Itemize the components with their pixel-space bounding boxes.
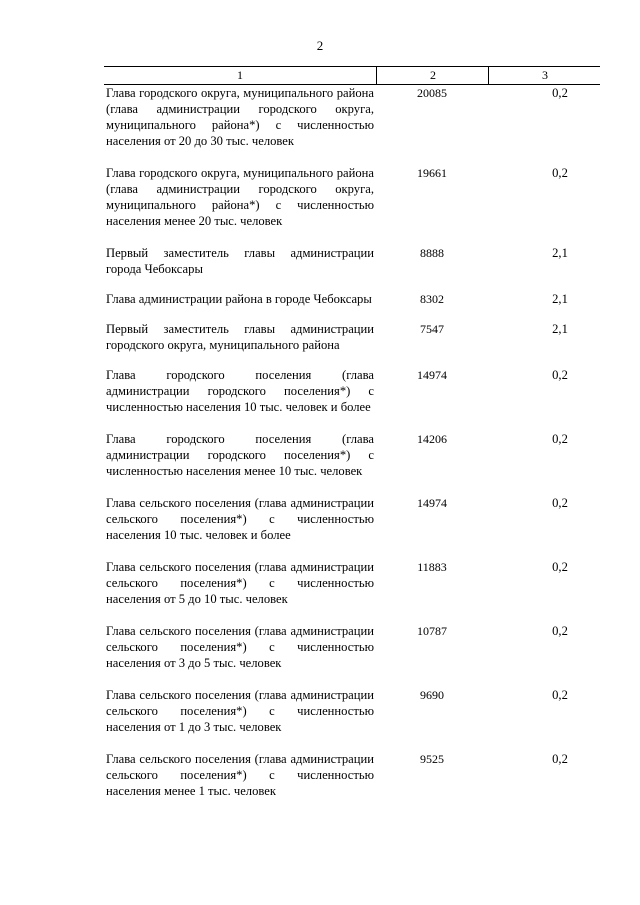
coefficient-value: 2,1 bbox=[552, 246, 568, 260]
salary-value: 19661 bbox=[417, 166, 447, 180]
position-description: Глава сельского поселения (глава администрации сельского поселения*) с численностью населения от 5 до 10 тыс. человек bbox=[106, 560, 374, 606]
table-row bbox=[104, 291, 600, 307]
position-description: Глава городского округа, муниципального района (глава администрации городского округа, муниципального района*) с численностью населения от 20 до 30 тыс. человек bbox=[106, 86, 374, 148]
salary-value: 14974 bbox=[417, 496, 447, 510]
table-row bbox=[104, 85, 600, 149]
salary-value: 20085 bbox=[417, 86, 447, 100]
salary-value: 11883 bbox=[417, 560, 447, 574]
salary-value: 7547 bbox=[420, 322, 444, 336]
header-cell-1: 1 bbox=[237, 68, 243, 82]
coefficient-value: 2,1 bbox=[552, 292, 568, 306]
salary-value: 9525 bbox=[420, 752, 444, 766]
position-description: Глава городского поселения (глава администрации городского поселения*) с численностью населения 10 тыс. человек и более bbox=[106, 368, 374, 414]
header-cell-3: 3 bbox=[488, 67, 601, 84]
table-header bbox=[104, 66, 600, 85]
coefficient-value: 0,2 bbox=[552, 752, 568, 766]
table-row bbox=[104, 751, 600, 799]
position-description: Глава городского округа, муниципального района (глава администрации городского округа, муниципального района*) с численностью населения менее 20 тыс. человек bbox=[106, 166, 374, 228]
table-row bbox=[104, 623, 600, 671]
page-number: 2 bbox=[316, 38, 324, 53]
position-description: Глава сельского поселения (глава администрации сельского поселения*) с численностью населения от 3 до 5 тыс. человек bbox=[106, 624, 374, 670]
table-row bbox=[104, 245, 600, 277]
salary-table bbox=[104, 66, 600, 799]
position-description: Первый заместитель главы администрации города Чебоксары bbox=[106, 246, 374, 276]
coefficient-value: 0,2 bbox=[552, 624, 568, 638]
coefficient-value: 0,2 bbox=[552, 560, 568, 574]
table-row bbox=[104, 165, 600, 229]
position-description: Первый заместитель главы администрации городского округа, муниципального района bbox=[106, 322, 374, 352]
table-row bbox=[104, 559, 600, 607]
salary-value: 14206 bbox=[417, 432, 447, 446]
table-row bbox=[104, 321, 600, 353]
salary-value: 9690 bbox=[420, 688, 444, 702]
position-description: Глава администрации района в городе Чебоксары bbox=[106, 292, 372, 306]
position-description: Глава сельского поселения (глава администрации сельского поселения*) с численностью населения от 1 до 3 тыс. человек bbox=[106, 688, 374, 734]
position-description: Глава городского поселения (глава администрации городского поселения*) с численностью населения менее 10 тыс. человек bbox=[106, 432, 374, 478]
coefficient-value: 0,2 bbox=[552, 368, 568, 382]
coefficient-value: 0,2 bbox=[552, 86, 568, 100]
coefficient-value: 0,2 bbox=[552, 688, 568, 702]
coefficient-value: 0,2 bbox=[552, 496, 568, 510]
salary-value: 14974 bbox=[417, 368, 447, 382]
table-row bbox=[104, 687, 600, 735]
coefficient-value: 0,2 bbox=[552, 432, 568, 446]
salary-value: 8888 bbox=[420, 246, 444, 260]
table-row bbox=[104, 431, 600, 479]
table-row bbox=[104, 495, 600, 543]
position-description: Глава сельского поселения (глава администрации сельского поселения*) с численностью населения менее 1 тыс. человек bbox=[106, 752, 374, 798]
table-body bbox=[104, 85, 600, 799]
salary-value: 10787 bbox=[417, 624, 447, 638]
position-description: Глава сельского поселения (глава администрации сельского поселения*) с численностью населения 10 тыс. человек и более bbox=[106, 496, 374, 542]
coefficient-value: 2,1 bbox=[552, 322, 568, 336]
header-cell-2: 2 bbox=[376, 67, 489, 84]
coefficient-value: 0,2 bbox=[552, 166, 568, 180]
salary-value: 8302 bbox=[420, 292, 444, 306]
table-row bbox=[104, 367, 600, 415]
